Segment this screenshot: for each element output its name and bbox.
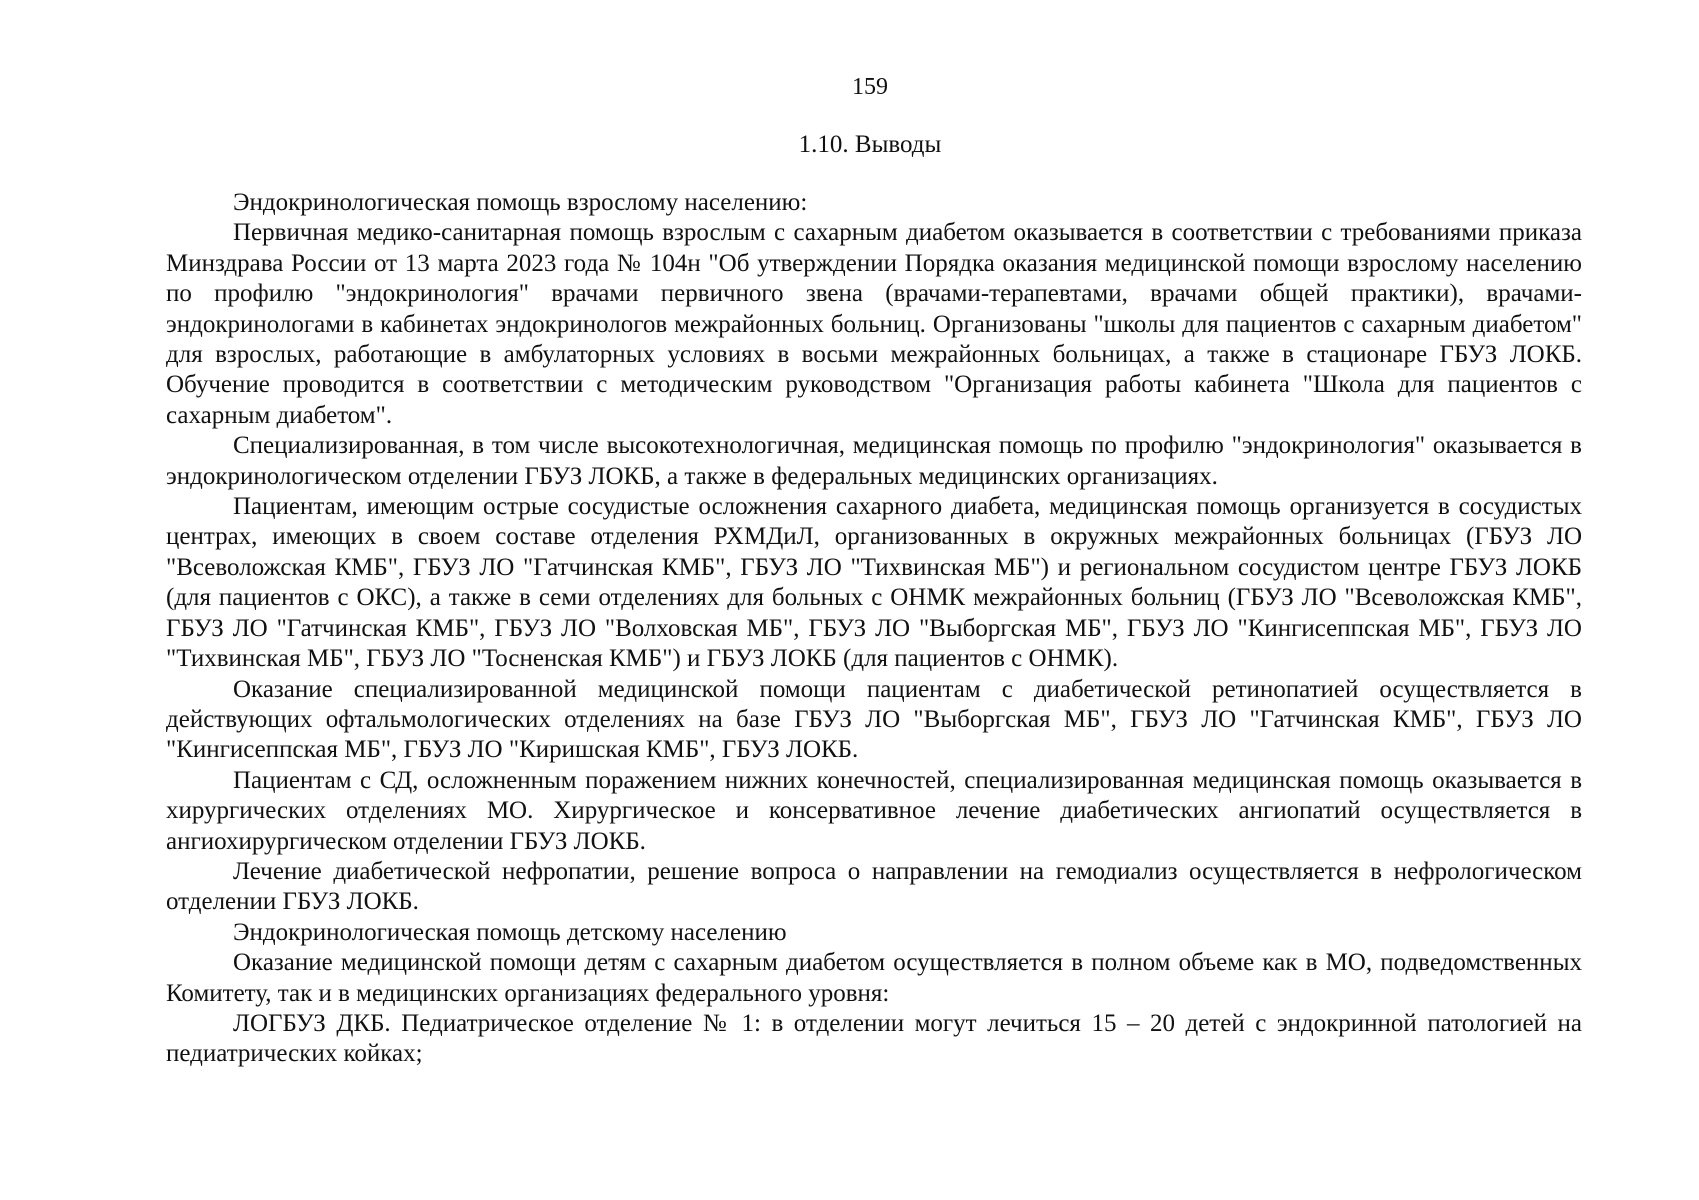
paragraph-lower-limbs: Пациентам с СД, осложненным поражением нижних конечностей, специализированная медицинская помощь оказывается в хирургических отделениях МО. Хирургическое и консервативное лечение диабетических ангиопатий осуществляется в ангиохирургическом отделении ГБУЗ ЛОКБ. <box>166 766 1582 855</box>
paragraph-primary-care: Первичная медико-санитарная помощь взрослым с сахарным диабетом оказывается в соответствии с требованиями приказа Минздрава России от 13 марта 2023 года № 104н "Об утверждении Порядка оказания медицинской помощи взрослому населению по профилю "эндокринология" врачами первичного звена (врачами-терапевтами, врачами общей практики), врачами-эндокринологами в кабинетах эндокринологов межрайонных больниц. Организованы "школы для пациентов с сахарным диабетом" для взрослых, работающие в амбулаторных условиях в восьми межрайонных больницах, а также в стационаре ГБУЗ ЛОКБ. Обучение проводится в соответствии с методическим руководством "Организация работы кабинета "Школа для пациентов с сахарным диабетом". <box>166 219 1582 429</box>
paragraph-specialized-care: Специализированная, в том числе высокотехнологичная, медицинская помощь по профилю "эндокринология" оказывается в эндокринологическом отделении ГБУЗ ЛОКБ, а также в федеральных медицинских организациях. <box>166 432 1582 490</box>
paragraph-nephropathy: Лечение диабетической нефропатии, решение вопроса о направлении на гемодиализ осуществляется в нефрологическом отделении ГБУЗ ЛОКБ. <box>166 857 1582 916</box>
paragraph-pediatric-department: ЛОГБУЗ ДКБ. Педиатрическое отделение № 1: в отделении могут лечиться 15 – 20 детей с эндокринной патологией на педиатрических койках; <box>166 1009 1582 1068</box>
section-title: 1.10. Выводы <box>798 131 942 158</box>
paragraph-retinopathy: Оказание специализированной медицинской помощи пациентам с диабетической ретинопатией осуществляется в действующих офтальмологических отделениях на базе ГБУЗ ЛО "Выборгская МБ", ГБУЗ ЛО "Гатчинская КМБ", ГБУЗ ЛО "Кингисеппская МБ", ГБУЗ ЛО "Киришская КМБ", ГБУЗ ЛОКБ. <box>166 675 1582 764</box>
document-body <box>166 188 1582 1070</box>
paragraph-vascular-complications: Пациентам, имеющим острые сосудистые осложнения сахарного диабета, медицинская помощь организуется в сосудистых центрах, имеющих в своем составе отделения РХМДиЛ, организованных в окружных межрайонных больницах (ГБУЗ ЛО "Всеволожская КМБ", ГБУЗ ЛО "Гатчинская КМБ", ГБУЗ ЛО "Тихвинская МБ") и региональном сосудистом центре ГБУЗ ЛОКБ (для пациентов с ОКС), а также в семи отделениях для больных с ОНМК межрайонных больниц (ГБУЗ ЛО "Всеволожская КМБ", ГБУЗ ЛО "Гатчинская КМБ", ГБУЗ ЛО "Волховская МБ", ГБУЗ ЛО "Выборгская МБ", ГБУЗ ЛО "Кингисеппская МБ", ГБУЗ ЛО "Тихвинская МБ", ГБУЗ ЛО "Тосненская КМБ") и ГБУЗ ЛОКБ (для пациентов с ОНМК). <box>166 493 1582 673</box>
page-number: 159 <box>852 74 888 100</box>
subheading-adult-care: Эндокринологическая помощь взрослому населению: <box>233 189 808 216</box>
subheading-child-care: Эндокринологическая помощь детскому населению <box>233 918 787 946</box>
paragraph-child-diabetes-care: Оказание медицинской помощи детям с сахарным диабетом осуществляется в полном объеме как в МО, подведомственных Комитету, так и в медицинских организациях федерального уровня: <box>166 949 1582 1007</box>
